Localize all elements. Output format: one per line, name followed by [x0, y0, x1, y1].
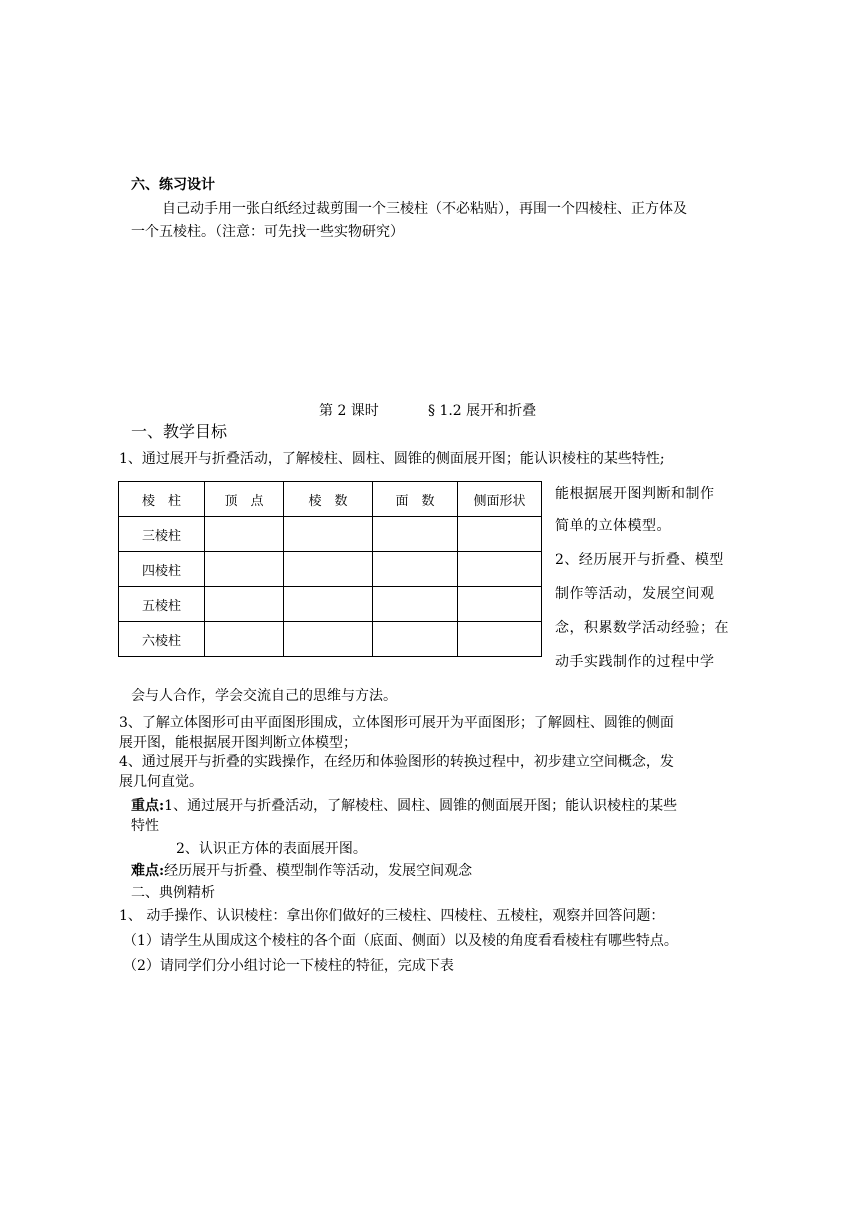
difficulty-text: 经历展开与折叠、模型制作等活动，发展空间观念 — [164, 863, 473, 879]
example-item-1: 1、 动手操作、认识棱柱：拿出你们做好的三棱柱、四棱柱、五棱柱，观察并回答问题： — [119, 908, 665, 924]
header-cell: 顶 点 — [205, 482, 284, 517]
objective-item-1: 1、通过展开与折叠活动，了解棱柱、圆柱、圆锥的侧面展开图；能认识棱柱的某些特性; — [119, 451, 665, 467]
table-cell — [458, 517, 542, 552]
key-points-line-1 — [131, 796, 677, 816]
row-label-cell: 五棱柱 — [119, 587, 205, 622]
table-cell — [205, 587, 284, 622]
table-row — [119, 552, 542, 587]
table-row — [119, 622, 542, 657]
table-cell — [373, 517, 458, 552]
table-row — [119, 517, 542, 552]
table-cell — [205, 517, 284, 552]
row-label-cell: 三棱柱 — [119, 517, 205, 552]
side-text-line: 能根据展开图判断和制作 — [555, 486, 715, 502]
example-question-1: （1）请学生从围成这个棱柱的各个面（底面、侧面）以及棱的角度看看棱柱有哪些特点。 — [123, 933, 678, 949]
table-cell — [373, 552, 458, 587]
table-cell — [284, 587, 373, 622]
difficulty-line — [131, 861, 472, 881]
row-label-cell: 六棱柱 — [119, 622, 205, 657]
table-cell — [284, 517, 373, 552]
table-cell — [205, 622, 284, 657]
practice-line-2: 一个五棱柱。（注意：可先找一些实物研究） — [131, 224, 404, 240]
objective-item-4-line-2: 展几何直觉。 — [119, 774, 203, 790]
practice-line-1: 自己动手用一张白纸经过裁剪围一个三棱柱（不必粘贴），再围一个四棱柱、正方体及 — [162, 201, 687, 217]
side-text-line: 2、经历展开与折叠、模型 — [555, 552, 724, 568]
header-cell: 棱 数 — [284, 482, 373, 517]
key-points-line-3: 2、认识正方体的表面展开图。 — [176, 841, 367, 857]
objective-continue: 会与人合作，学会交流自己的思维与方法。 — [131, 688, 397, 704]
key-points-label: 重点: — [131, 798, 165, 814]
practice-heading: 六、练习设计 — [131, 177, 215, 193]
table-cell — [284, 552, 373, 587]
difficulty-label: 难点: — [131, 863, 165, 879]
objectives-heading: 一、教学目标 — [131, 422, 228, 441]
objective-item-4-line-1: 4、通过展开与折叠的实践操作，在经历和体验图形的转换过程中，初步建立空间概念，发 — [119, 754, 674, 770]
table-cell — [458, 587, 542, 622]
header-cell: 棱 柱 — [119, 482, 205, 517]
key-points-line-2: 特性 — [131, 818, 159, 834]
table-cell — [373, 622, 458, 657]
lesson-title: § 1.2 展开和折叠 — [428, 403, 537, 419]
header-cell: 面 数 — [373, 482, 458, 517]
table-cell — [458, 552, 542, 587]
table-row — [119, 587, 542, 622]
prism-table — [118, 481, 542, 657]
example-question-2: （2）请同学们分小组讨论一下棱柱的特征，完成下表 — [123, 958, 454, 974]
header-cell: 侧面形状 — [458, 482, 542, 517]
objective-item-3-line-2: 展开图，能根据展开图判断立体模型； — [119, 735, 357, 751]
table-cell — [205, 552, 284, 587]
table-cell — [458, 622, 542, 657]
objective-item-3-line-1: 3、了解立体图形可由平面图形围成，立体图形可展开为平面图形；了解圆柱、圆锥的侧面 — [119, 715, 674, 731]
row-label-cell: 四棱柱 — [119, 552, 205, 587]
side-text-line: 简单的立体模型。 — [555, 518, 671, 534]
side-text-line: 念，积累数学活动经验；在 — [555, 620, 729, 636]
examples-heading: 二、典例精析 — [131, 885, 215, 901]
table-header-row — [119, 482, 542, 517]
table-cell — [373, 587, 458, 622]
table-cell — [284, 622, 373, 657]
side-text-line: 动手实践制作的过程中学 — [555, 654, 715, 670]
lesson-period: 第 2 课时 — [319, 403, 379, 419]
key-points-text: 1、通过展开与折叠活动，了解棱柱、圆柱、圆锥的侧面展开图；能认识棱柱的某些 — [164, 798, 678, 814]
side-text-line: 制作等活动，发展空间观 — [555, 586, 715, 602]
